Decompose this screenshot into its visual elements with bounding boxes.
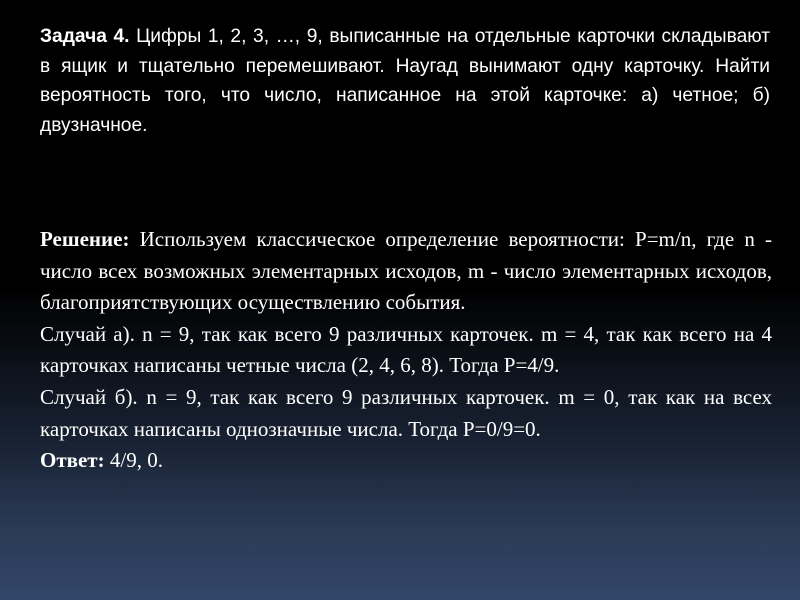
solution-intro-text: Используем классическое определение вероятности: P=m/n, где n - число всех возможных элементарных исходов, m - число элементарных исходов, благоприятствующих осуществлению события. [40,227,772,315]
answer-label: Ответ: [40,448,105,473]
case-b: Случай б). n = 9, так как всего 9 различных карточек. m = 0, так как на всех карточках написаны однозначные числа. Тогда P=0/9=0. [40,384,772,441]
task-text: Цифры 1, 2, 3, …, 9, выписанные на отдельные карточки складывают в ящик и тщательно перемешивают. Наугад вынимают одну карточку. Найти вероятность того, что число, написанное на этой карточке: а) четное; б) двузначное. [40,26,770,136]
answer [40,445,772,477]
answer-text: 4/9, 0. [104,448,163,473]
task-label: Задача 4. [40,26,130,47]
solution-intro [40,224,772,319]
task-statement [40,22,770,140]
solution-label: Решение: [40,227,130,251]
solution-block [40,224,772,477]
case-a: Случай а). n = 9, так как всего 9 различных карточек. m = 4, так как всего на 4 карточках написаны четные числа (2, 4, 6, 8). Тогда P=4/9. [40,321,772,378]
